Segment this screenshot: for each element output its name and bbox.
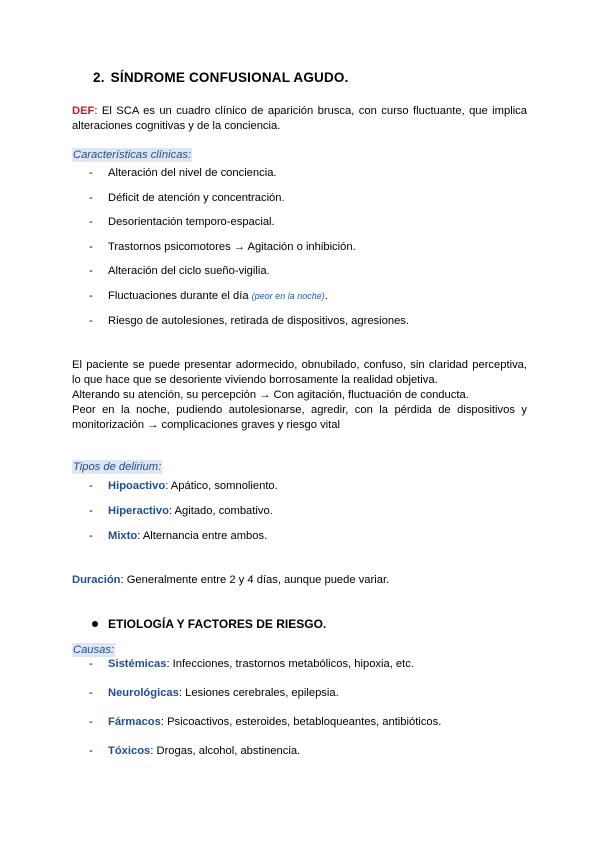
list-item: - Hipoactivo: Apático, somnoliento. xyxy=(89,480,278,492)
section-number: 2. xyxy=(93,70,105,85)
description-p1: El paciente se puede presentar adormecido, obnubilado, confuso, sin claridad perceptiva, lo que hace que se desoriente viviendo borrosamente la realidad objetiva. xyxy=(72,359,527,386)
duration-label: Duración xyxy=(72,574,121,586)
night-note: (peor en la noche) xyxy=(251,290,325,301)
list-item: - Desorientación temporo-espacial. xyxy=(89,216,275,229)
list-item: - Déficit de atención y concentración. xyxy=(89,191,285,204)
section-title-text: SÍNDROME CONFUSIONAL AGUDO. xyxy=(110,70,349,85)
types-heading: Tipos de delirium: xyxy=(73,461,162,473)
causes-heading: Causas: xyxy=(73,644,115,656)
duration-paragraph xyxy=(72,573,527,588)
list-item: - Neurológicas: Lesiones cerebrales, epilepsia. xyxy=(89,687,339,699)
clinical-list xyxy=(72,166,409,338)
clinical-heading: Características clínicas: xyxy=(73,149,192,161)
description-p3: Peor en la noche, pudiendo autolesionarse, agredir, con la pérdida de dispositivos y monitorización → complicaciones graves y riesgo vital xyxy=(72,404,527,431)
list-item: - Riesgo de autolesiones, retirada de dispositivos, agresiones. xyxy=(89,314,409,327)
definition-text: : El SCA es un cuadro clínico de aparición brusca, con curso fluctuante, que implica alteraciones cognitivas y de la conciencia. xyxy=(72,105,527,132)
types-list xyxy=(72,479,278,554)
list-item: - Fármacos: Psicoactivos, esteroides, betabloqueantes, antibióticos. xyxy=(89,716,442,728)
bullet-icon xyxy=(92,621,98,627)
causes-list xyxy=(72,657,441,773)
definition-paragraph xyxy=(72,104,527,134)
duration-text: : Generalmente entre 2 y 4 días, aunque puede variar. xyxy=(120,574,390,586)
list-item: - Fluctuaciones durante el día (peor en la noche). xyxy=(89,289,328,302)
etiology-title: ETIOLOGÍA Y FACTORES DE RIESGO. xyxy=(92,617,326,631)
list-item: - Alteración del ciclo sueño-vigilia. xyxy=(89,265,270,278)
definition-label: DEF xyxy=(72,105,95,117)
list-item: - Alteración del nivel de conciencia. xyxy=(89,167,277,179)
list-item: - Tóxicos: Drogas, alcohol, abstinencia. xyxy=(89,745,301,757)
list-item: - Sistémicas: Infecciones, trastornos metabólicos, hipoxia, etc. xyxy=(89,658,414,670)
section-title xyxy=(93,70,349,85)
list-item: - Hiperactivo: Agitado, combativo. xyxy=(89,505,273,517)
list-item: - Trastornos psicomotores → Agitación o inhibición. xyxy=(89,240,356,253)
list-item: - Mixto: Alternancia entre ambos. xyxy=(89,530,268,542)
description-paragraph xyxy=(72,358,527,433)
description-p2: Alterando su atención, su percepción → Con agitación, fluctuación de conducta. xyxy=(72,389,469,401)
